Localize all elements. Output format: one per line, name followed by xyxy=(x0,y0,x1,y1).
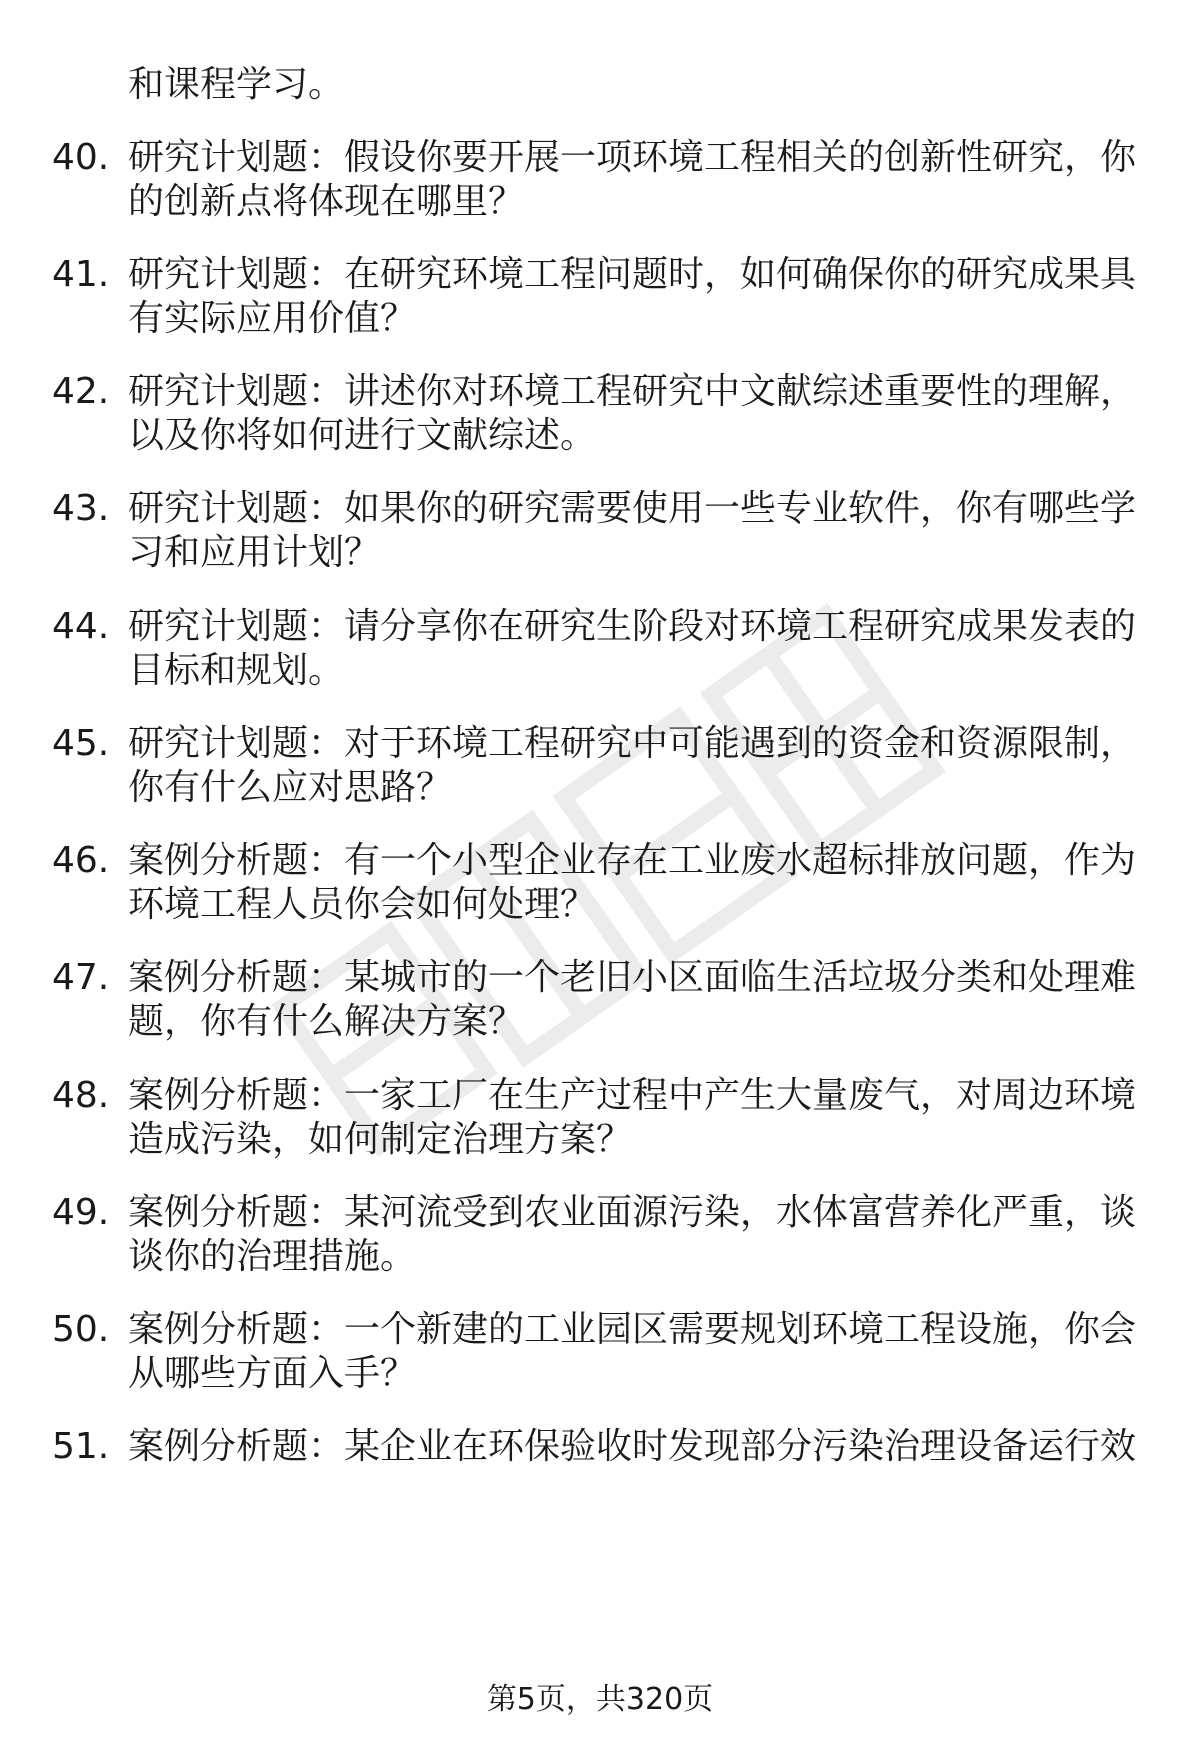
question-number: 44. xyxy=(52,606,110,647)
question-text-line-1: 案例分析题：有一个小型企业存在工业废水超标排放问题，作为 xyxy=(128,840,1137,881)
question-text-line-2: 以及你将如何进行文献综述。 xyxy=(128,415,597,456)
question-text-line-1: 案例分析题：某企业在环保验收时发现部分污染治理设备运行效 xyxy=(128,1426,1137,1467)
question-text-line-2: 题，你有什么解决方案？ xyxy=(128,1001,525,1042)
question-text-line-1: 研究计划题：假设你要开展一项环境工程相关的创新性研究，你 xyxy=(128,137,1137,178)
question-number: 48. xyxy=(52,1075,110,1116)
page-number-footer: 第5页，共320页 xyxy=(486,1682,714,1717)
question-text-line-1: 研究计划题：请分享你在研究生阶段对环境工程研究成果发表的 xyxy=(128,606,1137,647)
question-text-line-1: 案例分析题：某城市的一个老旧小区面临生活垃圾分类和处理难 xyxy=(128,957,1137,998)
question-text-line-2: 你有什么应对思路？ xyxy=(128,767,453,808)
question-number: 45. xyxy=(52,723,110,764)
question-number: 43. xyxy=(52,488,110,529)
question-number: 41. xyxy=(52,254,110,295)
question-text-line-2: 习和应用计划？ xyxy=(128,532,381,573)
question-text-line-2: 环境工程人员你会如何处理？ xyxy=(128,884,597,925)
question-text-line-1: 研究计划题：讲述你对环境工程研究中文献综述重要性的理解， xyxy=(128,371,1137,412)
question-text-line-1: 研究计划题：对于环境工程研究中可能遇到的资金和资源限制， xyxy=(128,723,1137,764)
question-text-line-2: 造成污染，如何制定治理方案？ xyxy=(128,1119,633,1160)
question-text-line-2: 目标和规划。 xyxy=(128,650,345,691)
question-number: 47. xyxy=(52,957,110,998)
question-text-line-2: 有实际应用价值？ xyxy=(128,298,417,339)
question-number: 46. xyxy=(52,840,110,881)
question-number: 51. xyxy=(52,1426,110,1467)
question-text-line-1: 案例分析题：一家工厂在生产过程中产生大量废气，对周边环境 xyxy=(128,1075,1137,1116)
question-number: 42. xyxy=(52,371,110,412)
question-text-line-1: 案例分析题：一个新建的工业园区需要规划环境工程设施，你会 xyxy=(128,1309,1137,1350)
question-text-line-2: 从哪些方面入手？ xyxy=(128,1353,417,1394)
question-text-line-1: 研究计划题：如果你的研究需要使用一些专业软件，你有哪些学 xyxy=(128,488,1137,529)
question-number: 49. xyxy=(52,1192,110,1233)
continuation-text: 和课程学习。 xyxy=(128,64,345,105)
question-text-line-2: 的创新点将体现在哪里？ xyxy=(128,181,525,222)
question-text-line-1: 研究计划题：在研究环境工程问题时，如何确保你的研究成果具 xyxy=(128,254,1137,295)
question-number: 40. xyxy=(52,137,110,178)
question-text-line-2: 谈你的治理措施。 xyxy=(128,1236,417,1277)
question-text-line-1: 案例分析题：某河流受到农业面源污染，水体富营养化严重，谈 xyxy=(128,1192,1137,1233)
question-number: 50. xyxy=(52,1309,110,1350)
